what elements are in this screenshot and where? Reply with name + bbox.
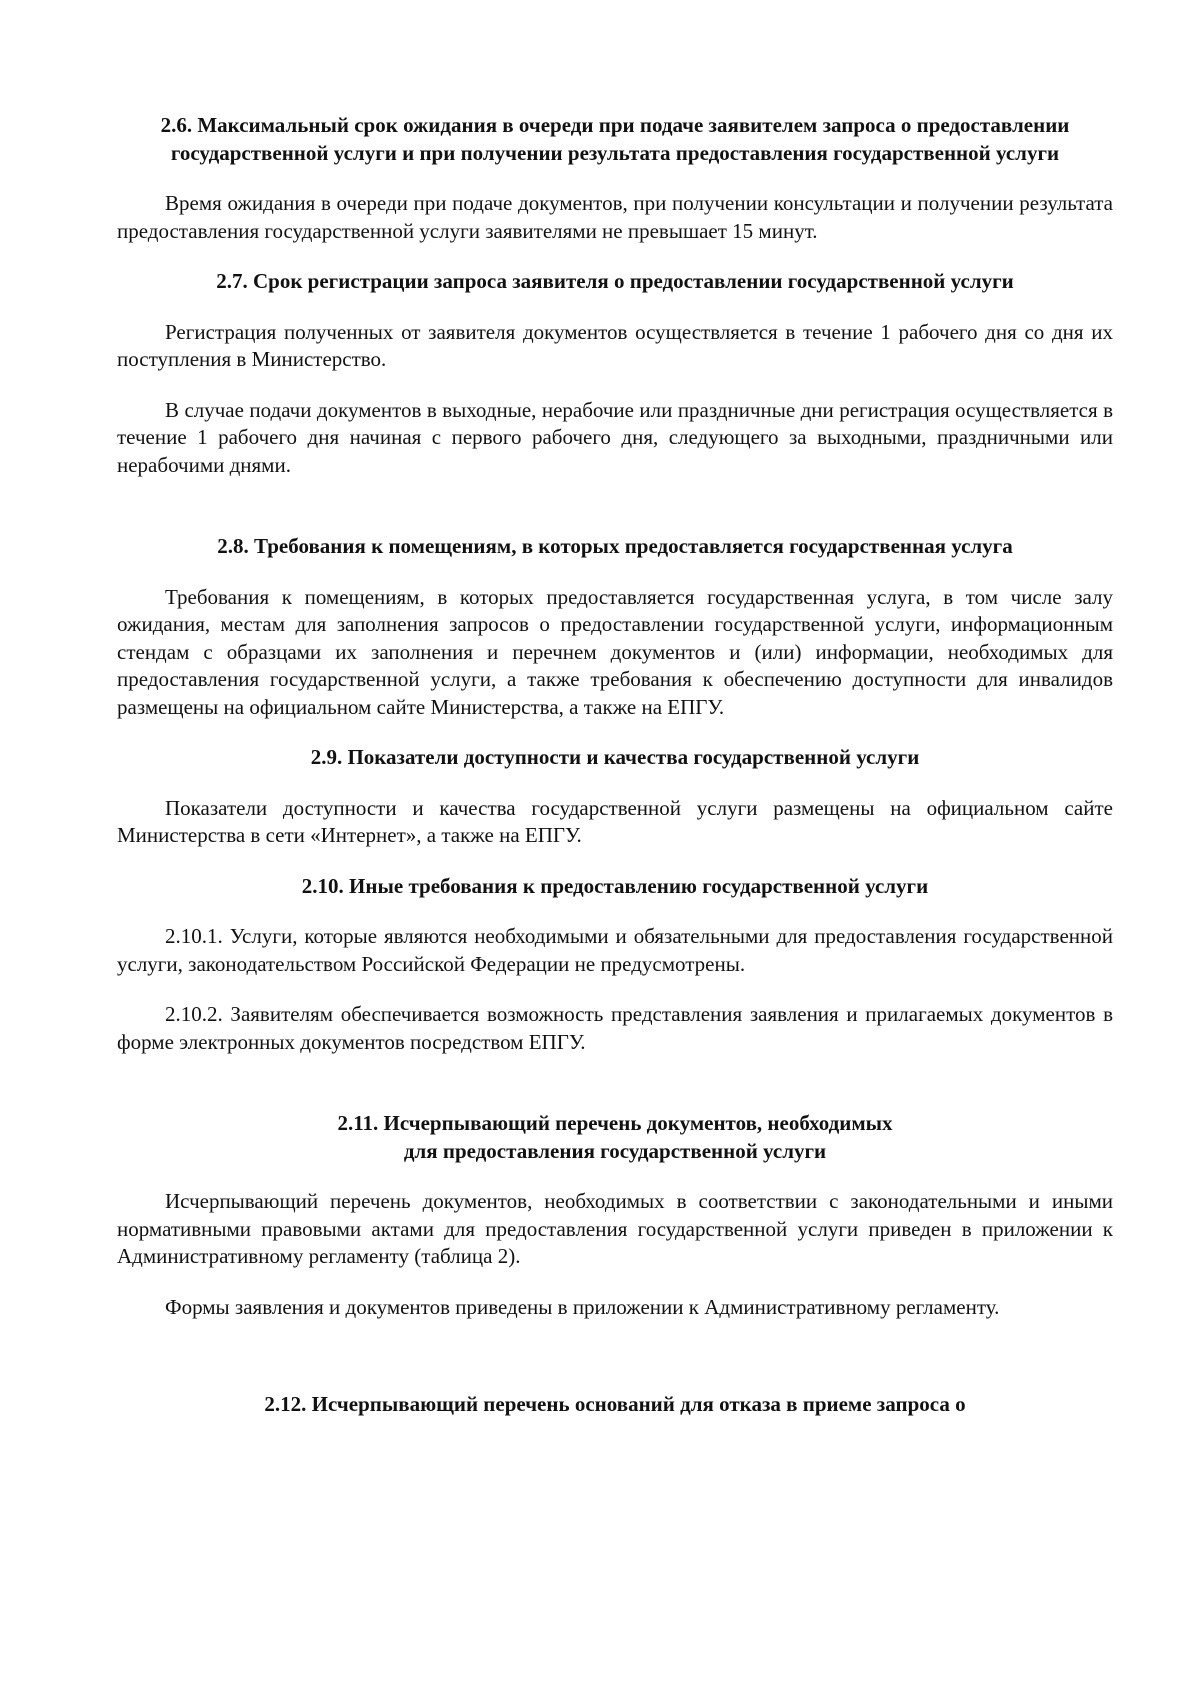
section-2-10-paragraph-1: 2.10.1. Услуги, которые являются необходимыми и обязательными для предоставления государственной услуги, законодательством Российской Федерации не предусмотрены. [117, 924, 1113, 976]
section-2-11-heading [117, 1110, 1113, 1165]
section-2-11-heading-line-1: 2.11. Исчерпывающий перечень документов, необходимых [337, 1111, 893, 1135]
section-2-11-paragraph-2: Формы заявления и документов приведены в приложении к Административному регламенту. [165, 1294, 1000, 1319]
section-2-6-paragraph-1: Время ожидания в очереди при подаче документов, при получении консультации и получении результата предоставления государственной услуги заявителями не превышает 15 минут. [117, 191, 1113, 243]
section-2-12-heading: 2.12. Исчерпывающий перечень оснований для отказа в приеме запроса о [264, 1392, 966, 1416]
section-2-7-paragraph-2: В случае подачи документов в выходные, нерабочие или праздничные дни регистрация осуществляется в течение 1 рабочего дня начиная с первого рабочего дня, следующего за выходными, праздничными или нерабочими днями. [117, 397, 1113, 477]
section-2-7-heading: 2.7. Срок регистрации запроса заявителя о предоставлении государственной услуги [216, 269, 1014, 293]
section-2-10-paragraph-2: 2.10.2. Заявителям обеспечивается возможность представления заявления и прилагаемых документов в форме электронных документов посредством ЕПГУ. [117, 1002, 1113, 1054]
section-2-8-heading: 2.8. Требования к помещениям, в которых предоставляется государственная услуга [217, 534, 1013, 558]
section-2-8-paragraph-1: Требования к помещениям, в которых предоставляется государственная услуга, в том числе залу ожидания, местам для заполнения запросов о предоставлении государственной услуги, информационным стендам с образцами их заполнения и перечнем документов и (или) информации, необходимых для предоставления государственной услуги, а также требования к обеспечению доступности для инвалидов размещены на официальном сайте Министерства, а также на ЕПГУ. [117, 584, 1113, 719]
section-2-10-heading: 2.10. Иные требования к предоставлению государственной услуги [301, 873, 929, 898]
section-2-7-paragraph-1: Регистрация полученных от заявителя документов осуществляется в течение 1 рабочего дня со дня их поступления в Министерство. [117, 319, 1113, 371]
section-2-11-paragraph-1: Исчерпывающий перечень документов, необходимых в соответствии с законодательными и иными нормативными правовыми актами для предоставления государственной услуги приведен в приложении к Административному регламенту (таблица 2). [117, 1189, 1113, 1268]
section-2-6-heading: 2.6. Максимальный срок ожидания в очереди при подаче заявителем запроса о предоставлении государственной услуги и при получении результата предоставления государственной услуги [160, 113, 1070, 165]
document-page [117, 112, 1113, 1419]
section-2-9-heading: 2.9. Показатели доступности и качества государственной услуги [310, 745, 920, 769]
section-2-11-heading-line-2: для предоставления государственной услуги [403, 1138, 827, 1163]
section-2-9-paragraph-1: Показатели доступности и качества государственной услуги размещены на официальном сайте Министерства в сети «Интернет», а также на ЕПГУ. [117, 795, 1113, 847]
